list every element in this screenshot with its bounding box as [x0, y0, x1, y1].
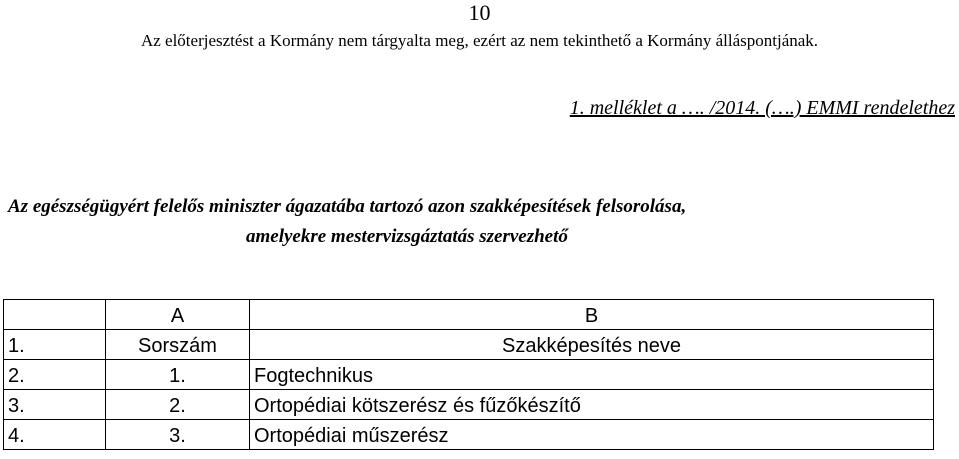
- row-number: 1.: [4, 330, 106, 360]
- qualification-table: [3, 299, 934, 450]
- document-title-line-1: Az egészségügyért felelős miniszter ágazatába tartozó azon szakképesítések felsorolása,: [8, 196, 687, 217]
- table-row: [4, 330, 934, 360]
- row-cell-a: 2.: [106, 390, 250, 420]
- row-number: 2.: [4, 360, 106, 390]
- table-row: [4, 360, 934, 390]
- row-cell-b: Ortopédiai kötszerész és fűzőkészítő: [250, 390, 934, 420]
- row-cell-b: Ortopédiai műszerész: [250, 420, 934, 450]
- row-cell-b: Fogtechnikus: [250, 360, 934, 390]
- page-number: 10: [468, 0, 491, 25]
- row-cell-a: 1.: [106, 360, 250, 390]
- table-row: [4, 390, 934, 420]
- row-number: 3.: [4, 390, 106, 420]
- document-title-line-2: amelyekre mestervizsgáztatás szervezhető: [246, 226, 568, 247]
- table-row: [4, 420, 934, 450]
- header-cell-b: B: [250, 300, 934, 330]
- row-cell-a: Sorszám: [106, 330, 250, 360]
- row-cell-b: Szakképesítés neve: [250, 330, 934, 360]
- disclaimer-note: Az előterjesztést a Kormány nem tárgyalta meg, ezért az nem tekinthető a Kormány álláspontjának.: [140, 31, 819, 50]
- header-cell-num: [4, 300, 106, 330]
- table-header-row: [4, 300, 934, 330]
- row-cell-a: 3.: [106, 420, 250, 450]
- row-number: 4.: [4, 420, 106, 450]
- header-cell-a: A: [106, 300, 250, 330]
- annex-reference: 1. melléklet a …. /2014. (….) EMMI rendelethez: [569, 97, 955, 119]
